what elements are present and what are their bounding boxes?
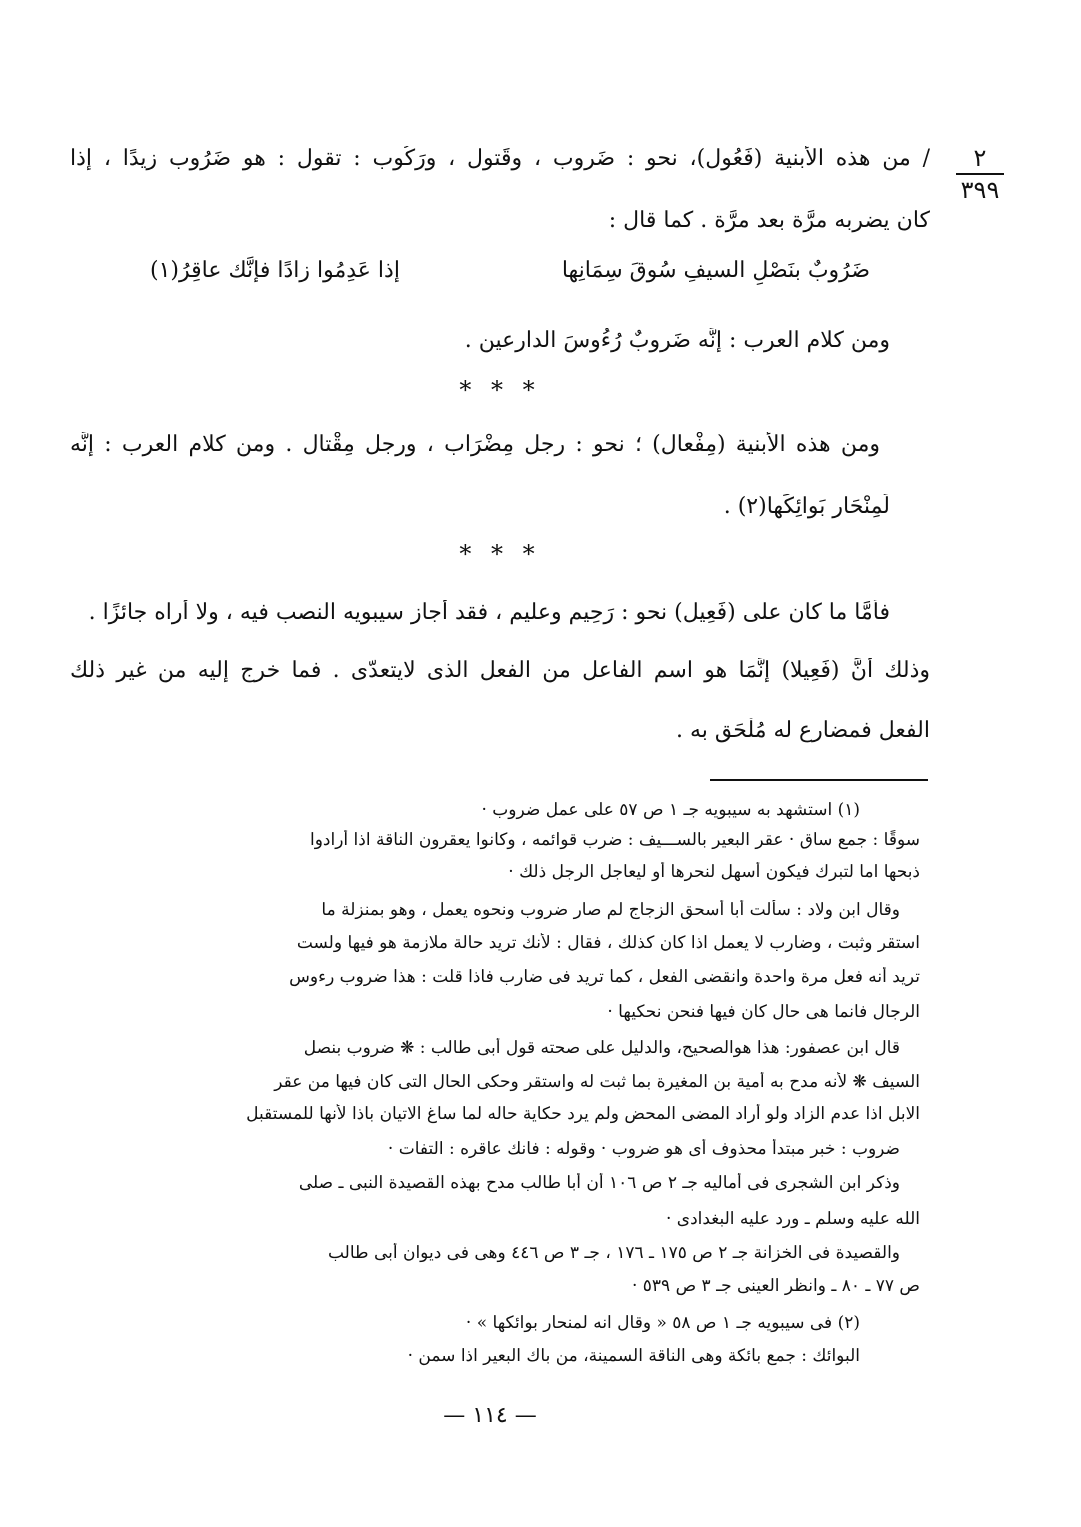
body-line-1: / من هذه الأَبنية (فَعُول)، نحو : ضَروب ، وقَتول ، ورَكُوب : تقول : هو ضَرُوب زيدًا ، إذا	[70, 146, 930, 171]
margin-page-number: ٣٩٩	[960, 176, 1000, 204]
body-line-2: كان يضربه مرَّة بعد مرَّة . كما قال :	[608, 208, 930, 233]
section-separator-2: * * *	[459, 540, 541, 568]
footnote-line: والقصيدة فى الخزانة جـ ٢ ص ١٧٥ ـ ١٧٦ ، جـ ٣ ص ٤٤٦ وهى فى ديوان أبى طالب	[327, 1243, 900, 1263]
footnote-line: الابل اذا عدم الزاد ولو أراد المضى المحض ولم يرد حكاية حاله لما ساغ الاتيان باذا لأنها للمستقبل	[246, 1104, 920, 1124]
footnotes	[60, 0, 920, 1400]
footnote-line: وذكر ابن الشجرى فى أماليه جـ ٢ ص ١٠٦ أن أبا طالب مدح بهذه القصيدة النبى ـ صلى	[298, 1173, 900, 1193]
footnote-line: تريد أنه فعل مرة واحدة وانقضى الفعل ، كما تريد فى ضارب فاذا قلت : هذا ضروب رءوس	[289, 967, 920, 987]
margin-volume-number: ٢	[973, 144, 987, 172]
footnote-line: قال ابن عصفور: هذا هوالصحيح، والدليل على صحته قول أبى طالب : ❋ ضروب بنصل	[303, 1038, 900, 1058]
body-line-8: الفعل فمضارع له مُلْحَق به .	[676, 718, 930, 743]
body-line-5: لَمِنْحَار بَوائِكَها(٢) .	[723, 494, 890, 519]
body-line-7: وذلك أنَّ (فَعِيلا) إنَّمَا هو اسم الفاعل من الفعل الذى لايتعدّى . فما خرج إليه من غير ذلك	[70, 658, 930, 683]
page-number: — ١١٤ —	[443, 1403, 537, 1428]
footnote-line: استقر وثبت ، وضارب لا يعمل اذا كان كذلك ، فقال : لأنك تريد حالة ملازمة هو فيها ولست	[296, 933, 920, 953]
footnote-line: سوقًا : جمع ساق · عقر البعير بالســـيف : ضرب قوائمه ، وكانوا يعقرون الناقة اذا أرادوا	[309, 830, 920, 850]
body-line-6: فأمَّا ما كان على (فَعِيل) نحو : رَحِيم وعليم ، فقد أجاز سيبويه النصب فيه ، ولا أَراه جائزًا .	[88, 600, 890, 625]
footnote-line: الله عليه وسلم ـ ورد عليه البغدادى ·	[665, 1209, 920, 1229]
footnote-line: البوائك : جمع بائكة وهى الناقة السمينة، من باك البعير اذا سمن ·	[407, 1346, 860, 1366]
footnote-line: (١) استشهد به سيبويه جـ ١ ص ٥٧ على عمل ضروب ·	[481, 800, 860, 820]
section-separator-1: * * *	[459, 376, 541, 404]
body-line-4: ومن هذه الأَبنية (مِفْعال) ؛ نحو : رجل مِضْرَاب ، ورجل مِقْتال . ومن كلام العرب : إِنَّه	[70, 432, 880, 457]
verse-second-hemistich: إذا عَدِمُوا زادًا فإنَّك عاقِرُ(١)	[150, 258, 400, 283]
verse-first-hemistich: ضَرُوبٌ بنَصْلِ السيفِ سُوقَ سِمَانِها	[561, 258, 870, 283]
footnote-line: السيف ❋ لأنه مدح به أمية بن المغيرة بما ثبت له واستقر وحكى الحال التى كان فيها من عقر	[274, 1072, 920, 1092]
margin-page-reference	[950, 143, 1010, 205]
body-line-3: ومن كلام العرب : إنَّه ضَروبٌ رُءُوسَ الدارعين .	[464, 328, 890, 353]
footnote-line: ص ٧٧ ـ ٨٠ ـ وانظر العينى جـ ٣ ص ٥٣٩ ·	[631, 1276, 920, 1296]
footnote-line: (٢) فى سيبويه جـ ١ ص ٥٨ « وقال انه لمنحار بوائكها » ·	[465, 1313, 860, 1333]
footnote-line: ضروب : خبر مبتدأ محذوف أى هو ضروب · وقوله : فانك عاقره : التفات ·	[387, 1139, 900, 1159]
footnote-line: ذبحها اما لتبرك فيكون أسهل لنحرها أو ليعاجل الرجل ذلك ·	[508, 862, 920, 882]
footnote-line: وقال ابن ولاد : سألت أبا أسحق الزجاج لم صار ضروب ونحوه يعمل ، وهو بمنزلة ما	[321, 900, 900, 920]
footnote-line: الرجال فانما هى حال كان فيها فنحن نحكيها ·	[607, 1002, 920, 1022]
